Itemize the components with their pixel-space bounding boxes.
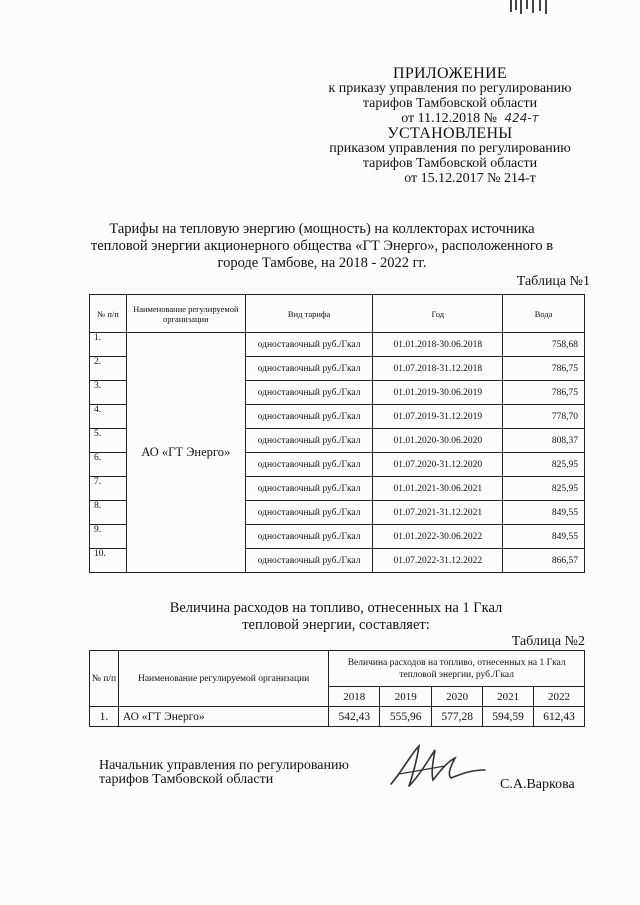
tariff-type: одноставочный руб./Гкал — [245, 333, 373, 357]
organization-cell: АО «ГТ Энерго» — [126, 333, 245, 573]
signer-name: С.А.Варкова — [500, 777, 575, 792]
tariff-value: 808,37 — [503, 429, 585, 453]
fuel-row-num: 1. — [90, 707, 119, 727]
established-line3: от 15.12.2017 № 214-т — [404, 171, 536, 186]
tariff-value: 786,75 — [503, 357, 585, 381]
tariff-value: 786,75 — [503, 381, 585, 405]
tariff-value: 849,55 — [503, 501, 585, 525]
tariff-type: одноставочный руб./Гкал — [245, 429, 373, 453]
header-org: Наименование регулируемой организации — [126, 295, 245, 333]
row-num: 1. — [90, 333, 127, 357]
fuel-title-line1: Величина расходов на топливо, отнесенных на 1 Гкал — [169, 600, 503, 616]
year-cell: 2019 — [380, 687, 432, 707]
tariff-type: одноставочный руб./Гкал — [245, 381, 373, 405]
tariff-value: 758,68 — [503, 333, 585, 357]
fuel-table — [89, 650, 585, 727]
tariff-period: 01.07.2019-31.12.2019 — [373, 405, 503, 429]
fuel-title — [150, 600, 522, 634]
fuel-header-row — [90, 651, 585, 687]
tariff-period: 01.01.2021-30.06.2021 — [373, 477, 503, 501]
appendix-title: ПРИЛОЖЕНИЕ — [392, 65, 507, 82]
tariff-type: одноставочный руб./Гкал — [245, 453, 373, 477]
fuel-title-line2: тепловой энергии, составляет: — [242, 617, 430, 633]
appendix-line1: к приказу управления по регулированию — [328, 81, 572, 96]
fuel-value: 594,59 — [483, 707, 534, 727]
header-year: Год — [373, 295, 503, 333]
tariff-value: 825,95 — [503, 477, 585, 501]
signatory-position — [99, 759, 349, 787]
tariff-table — [89, 294, 585, 573]
row-num: 4. — [90, 405, 127, 429]
tariff-table-body — [90, 333, 585, 573]
established-block — [300, 126, 600, 186]
year-cell: 2020 — [432, 687, 483, 707]
established-line1: приказом управления по регулированию — [329, 141, 571, 156]
tariff-type: одноставочный руб./Гкал — [245, 477, 373, 501]
fuel-header-group: Величина расходов на топливо, отнесенных на 1 Гкал тепловой энергии, руб./Гкал — [329, 651, 585, 687]
fuel-header-num: № п/п — [90, 651, 119, 707]
tariff-value: 778,70 — [503, 405, 585, 429]
tariff-type: одноставочный руб./Гкал — [245, 405, 373, 429]
main-title-line2: тепловой энергии акционерного общества «ГТ Энерго», расположенного в — [90, 238, 554, 254]
tariff-period: 01.01.2020-30.06.2020 — [373, 429, 503, 453]
established-title: УСТАНОВЛЕНЫ — [387, 125, 513, 142]
main-title-line3: городе Тамбове, на 2018 - 2022 гг. — [217, 255, 427, 271]
signature-icon — [385, 740, 495, 792]
tariff-type: одноставочный руб./Гкал — [245, 501, 373, 525]
main-title-line1: Тарифы на тепловую энергию (мощность) на коллекторах источника — [109, 221, 535, 237]
tariff-value: 866,57 — [503, 549, 585, 573]
established-line2: тарифов Тамбовской области — [362, 156, 538, 171]
fuel-row-org: АО «ГТ Энерго» — [118, 707, 328, 727]
tariff-type: одноставочный руб./Гкал — [245, 525, 373, 549]
year-cell: 2021 — [483, 687, 534, 707]
tariff-period: 01.01.2022-30.06.2022 — [373, 525, 503, 549]
tariff-period: 01.07.2018-31.12.2018 — [373, 357, 503, 381]
tariff-type: одноставочный руб./Гкал — [245, 549, 373, 573]
tariff-period: 01.07.2020-31.12.2020 — [373, 453, 503, 477]
row-num: 2. — [90, 357, 127, 381]
appendix-date: от 11.12.2018 № — [401, 111, 498, 126]
table-row — [90, 333, 585, 357]
fuel-value: 612,43 — [534, 707, 585, 727]
header-num: № п/п — [90, 295, 127, 333]
fuel-value: 542,43 — [329, 707, 380, 727]
row-num: 6. — [90, 453, 127, 477]
row-num: 7. — [90, 477, 127, 501]
row-num: 5. — [90, 429, 127, 453]
tariff-period: 01.01.2019-30.06.2019 — [373, 381, 503, 405]
tariff-value: 849,55 — [503, 525, 585, 549]
appendix-block — [300, 66, 600, 126]
header-water: Вода — [503, 295, 585, 333]
row-num: 8. — [90, 501, 127, 525]
year-cell: 2018 — [329, 687, 380, 707]
row-num: 9. — [90, 525, 127, 549]
scan-marks — [510, 0, 560, 14]
fuel-data-row — [90, 707, 585, 727]
fuel-header-org: Наименование регулируемой организации — [118, 651, 328, 707]
main-title — [80, 221, 564, 272]
tariff-type: одноставочный руб./Гкал — [245, 357, 373, 381]
position-line2: тарифов Тамбовской области — [99, 772, 274, 787]
fuel-value: 577,28 — [432, 707, 483, 727]
tariff-value: 825,95 — [503, 453, 585, 477]
table-header-row — [90, 295, 585, 333]
row-num: 10. — [90, 549, 127, 573]
handwritten-number: 424-т — [504, 111, 539, 125]
table2-caption: Таблица №2 — [511, 634, 585, 649]
header-tariff-type: Вид тарифа — [245, 295, 373, 333]
appendix-line2: тарифов Тамбовской области — [362, 96, 538, 111]
table1-caption: Таблица №1 — [516, 274, 590, 289]
tariff-period: 01.01.2018-30.06.2018 — [373, 333, 503, 357]
appendix-line3 — [300, 111, 600, 126]
fuel-value: 555,96 — [380, 707, 432, 727]
tariff-period: 01.07.2022-31.12.2022 — [373, 549, 503, 573]
tariff-period: 01.07.2021-31.12.2021 — [373, 501, 503, 525]
position-line1: Начальник управления по регулированию — [99, 758, 349, 773]
year-cell: 2022 — [534, 687, 585, 707]
row-num: 3. — [90, 381, 127, 405]
